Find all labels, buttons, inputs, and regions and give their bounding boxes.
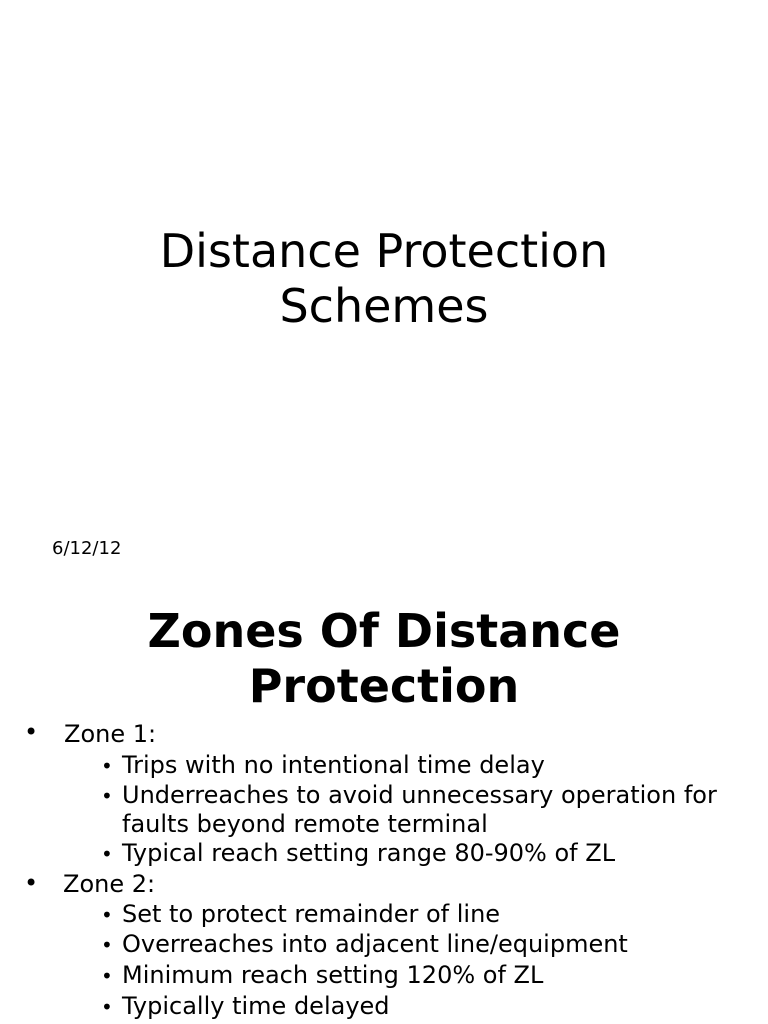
slide-title xyxy=(0,224,768,334)
slide-title-line-2: Schemes xyxy=(279,279,489,333)
zone-2-item-1-bullet: • xyxy=(101,903,113,927)
zone-1-item-3-bullet: • xyxy=(101,842,113,866)
zone-1-item-1-bullet: • xyxy=(101,754,113,778)
zone-2-item-3-bullet: • xyxy=(101,964,113,988)
section-heading-line-1: Zones Of Distance xyxy=(147,604,621,658)
zone-1-item-2-bullet: • xyxy=(101,784,113,808)
zone-1-item-1: Trips with no intentional time delay xyxy=(122,751,545,779)
zone-1-item-3: Typical reach setting range 80-90% of ZL xyxy=(122,839,616,867)
zone-2-item-4: Typically time delayed xyxy=(122,992,390,1020)
zone-2-bullet: • xyxy=(24,869,39,897)
slide-date: 6/12/12 xyxy=(52,538,122,559)
zone-2-item-2-bullet: • xyxy=(101,933,113,957)
zone-1-bullet: • xyxy=(24,718,39,746)
zone-2-item-2: Overreaches into adjacent line/equipment xyxy=(122,930,628,958)
zone-2-item-1: Set to protect remainder of line xyxy=(122,900,501,928)
zone-1-item-2: Underreaches to avoid unnecessary operation for faults beyond remote terminal xyxy=(122,781,717,838)
slide-title-line-1: Distance Protection xyxy=(159,224,609,278)
section-heading xyxy=(0,604,768,714)
zone-2-item-4-bullet: • xyxy=(101,995,113,1019)
section-heading-line-2: Protection xyxy=(248,659,520,713)
zone-2-label: Zone 2: xyxy=(63,870,156,898)
zone-2-item-3: Minimum reach setting 120% of ZL xyxy=(122,961,544,989)
zone-1-label: Zone 1: xyxy=(64,720,157,748)
